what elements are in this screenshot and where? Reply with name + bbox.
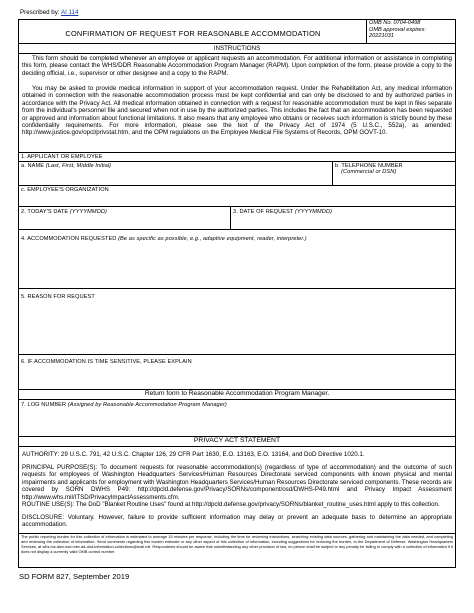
field4-hint: (Be as specific as possible, e.g., adaptive equipment, reader, interpreter.) xyxy=(118,236,307,242)
disclosure-text: Voluntary. However, failure to provide sufficient information may delay or prevent an adequate basis to determine an appropriate accommodation. xyxy=(22,514,452,529)
routine-text: The DoD "Blanket Routine Uses" found at http://dpcld.defense.gov/privacy/SORNs/blanket_routine_uses.html apply to this collection. xyxy=(75,501,440,508)
authority-text: 29 U.S.C. 791, 42 U.S.C. Chapter 126, 29 CFR Part 1630, E.O. 13163, E.O. 13164, and DoD Directive 1020.1. xyxy=(60,451,365,458)
field7-text: 7. LOG NUMBER xyxy=(21,402,67,408)
prescribed-by-link[interactable]: AI 114 xyxy=(60,9,79,16)
field2-rule xyxy=(18,206,456,207)
privacy-disclosure xyxy=(22,514,452,529)
prescribed-by xyxy=(20,9,78,16)
field1c-label: c. EMPLOYEE'S ORGANIZATION xyxy=(21,187,109,193)
time-sensitive-input[interactable] xyxy=(20,367,458,391)
field1-label: 1. APPLICANT OR EMPLOYEE xyxy=(21,154,103,160)
omb-divider xyxy=(366,19,367,43)
omb-expires-date: 20221031 xyxy=(369,33,394,40)
field4-label xyxy=(21,236,307,242)
log-number-input[interactable] xyxy=(20,409,454,433)
field4-rule xyxy=(18,229,456,230)
field3-divider xyxy=(230,206,231,229)
field2-label xyxy=(21,209,107,215)
routine-label: ROUTINE USE(S): xyxy=(22,501,75,508)
privacy-routine xyxy=(22,501,452,508)
reason-input[interactable] xyxy=(20,302,458,356)
return-bottom-rule xyxy=(18,399,456,400)
field3-label xyxy=(233,209,332,215)
section1-rule xyxy=(18,152,456,153)
privacy-heading: PRIVACY ACT STATEMENT xyxy=(193,437,281,444)
title-rule xyxy=(18,43,456,44)
request-date-input[interactable] xyxy=(232,216,454,228)
prescribed-by-label: Prescribed by: xyxy=(20,9,60,16)
privacy-purpose xyxy=(22,464,452,501)
field6-rule xyxy=(18,354,456,355)
field1b-hint: (Commercial or DSN) xyxy=(341,169,397,175)
field1-rule xyxy=(18,161,456,162)
field1c-rule xyxy=(18,185,456,186)
organization-input[interactable] xyxy=(20,194,454,206)
field5-rule xyxy=(18,288,456,289)
field1b-label xyxy=(335,163,403,175)
field1a-text: a. NAME xyxy=(21,163,45,169)
field1a-label xyxy=(21,163,111,169)
field3-text: 3. DATE OF REQUEST xyxy=(233,209,294,215)
privacy-heading-rule xyxy=(18,446,456,447)
omb-number: OMB No. 0704-0498 xyxy=(369,20,421,26)
instructions-para1: This form should be completed whenever an employee or applicant requests an accommodation. For additional information or assistance in completing this form, please contact the WHS/DDR Reasonable Accommodation Program Manager (RAPM). Upon completion of the form, please provide a copy to the deciding official, i.e., supervisor or other designee and a copy to the RAPM. xyxy=(22,55,452,77)
authority-label: AUTHORITY: xyxy=(22,451,60,458)
form-footer: SD FORM 827, September 2019 xyxy=(19,572,130,581)
field2-text: 2. TODAY'S DATE xyxy=(21,209,69,215)
field4-text: 4. ACCOMMODATION REQUESTED xyxy=(21,236,117,242)
purpose-label: PRINCIPAL PURPOSE(S): xyxy=(22,464,98,471)
return-note: Return form to Reasonable Accommodation Program Manager. xyxy=(144,390,330,397)
form-title: CONFIRMATION OF REQUEST FOR REASONABLE ACCOMMODATION xyxy=(65,29,321,38)
field1b-text: b. TELEPHONE NUMBER xyxy=(335,163,403,169)
todays-date-input[interactable] xyxy=(20,216,228,228)
name-input[interactable] xyxy=(20,170,330,184)
field5-label: 5. REASON FOR REQUEST xyxy=(21,294,95,300)
accommodation-requested-input[interactable] xyxy=(20,244,458,290)
field7-hint: (Assigned by Reasonable Accommodation Program Manager) xyxy=(67,402,227,408)
telephone-input[interactable] xyxy=(334,176,454,185)
field2-hint: (YYYYMMDD) xyxy=(69,209,107,215)
disclosure-label: DISCLOSURE: xyxy=(22,514,64,521)
privacy-authority xyxy=(22,451,452,458)
field6-label: 6. IF ACCOMMODATION IS TIME SENSITIVE, PLEASE EXPLAIN xyxy=(21,359,192,365)
field1b-divider xyxy=(332,161,333,185)
field1a-hint: (Last, First, Middle Initial) xyxy=(45,163,112,169)
burden-statement: The public reporting burden for this collection of information is estimated to average 15 minutes per response, including the time for reviewing instructions, searching existing data sources, gathering and maintaining the data needed, and completing and reviewing the collection of information. Send comments regarding this burden estimate or any other aspect of this collection of information, including suggestions for reducing the burden, to the Department of Defense, Washington Headquarters Services, at whs.mc-alex.esd.mbx.dd-dod-information-collections@mail.mil. Respondents should be aware that notwithstanding any other provision of law, no person shall be subject to any penalty for failing to comply with a collection of information if it does not display a currently valid OMB control number. xyxy=(21,534,453,554)
instructions-heading: INSTRUCTIONS xyxy=(213,45,261,52)
omb-block xyxy=(369,20,426,40)
field7-label xyxy=(21,402,227,408)
instructions-para2: You may be asked to provide medical information in support of your accommodation request. Under the Rehabilitation Act, any medical information obtained in connection with the reasonable accommodation process must be kept confidential and can only be disclosed to and by authorized parties in accordance with the Privacy Act. All medical information obtained in connection with a request for reasonable accommodation must be kept in files separate from the individual's personnel file and secured when not in use by the authorized parties. This includes the fact that an accommodation has been requested or approved and information about functional limitations. It also means that any employee who obtains or receives such information is strictly bound by these confidentiality requirements. For more information, please see the text of the Privacy Act of 1974 (5 U.S.C., 552a), as amended: http://www.justice.gov/opcl/privstat.htm, and the OPM regulations on the Employee Medical File Systems of Records, OPM GOVT-10. xyxy=(22,85,452,137)
omb-expires-label: OMB approval expires: xyxy=(369,26,426,33)
instructions-heading-rule xyxy=(18,53,456,54)
field3-hint: (YYYYMMDD) xyxy=(295,209,333,215)
purpose-text: To document requests for reasonable accommodation(s) (regardless of type of accommodation) and the outcome of such requests for employees of Washington Headquarters Services/Human Resources Directorate serviced components with known physical and mental impairments and applicants for employment with Washington Headquarters Services/Human Resources Directorate serviced components. These records are covered by SORN DWHS P49: http://dpcld.defense.gov/Privacy/SORNs/component/osd/DWHS-P49.html and Privacy Impact Assessment http://www.whs.mil/ITSD/PrivacyImpactAssessments.cfm. xyxy=(22,464,453,501)
